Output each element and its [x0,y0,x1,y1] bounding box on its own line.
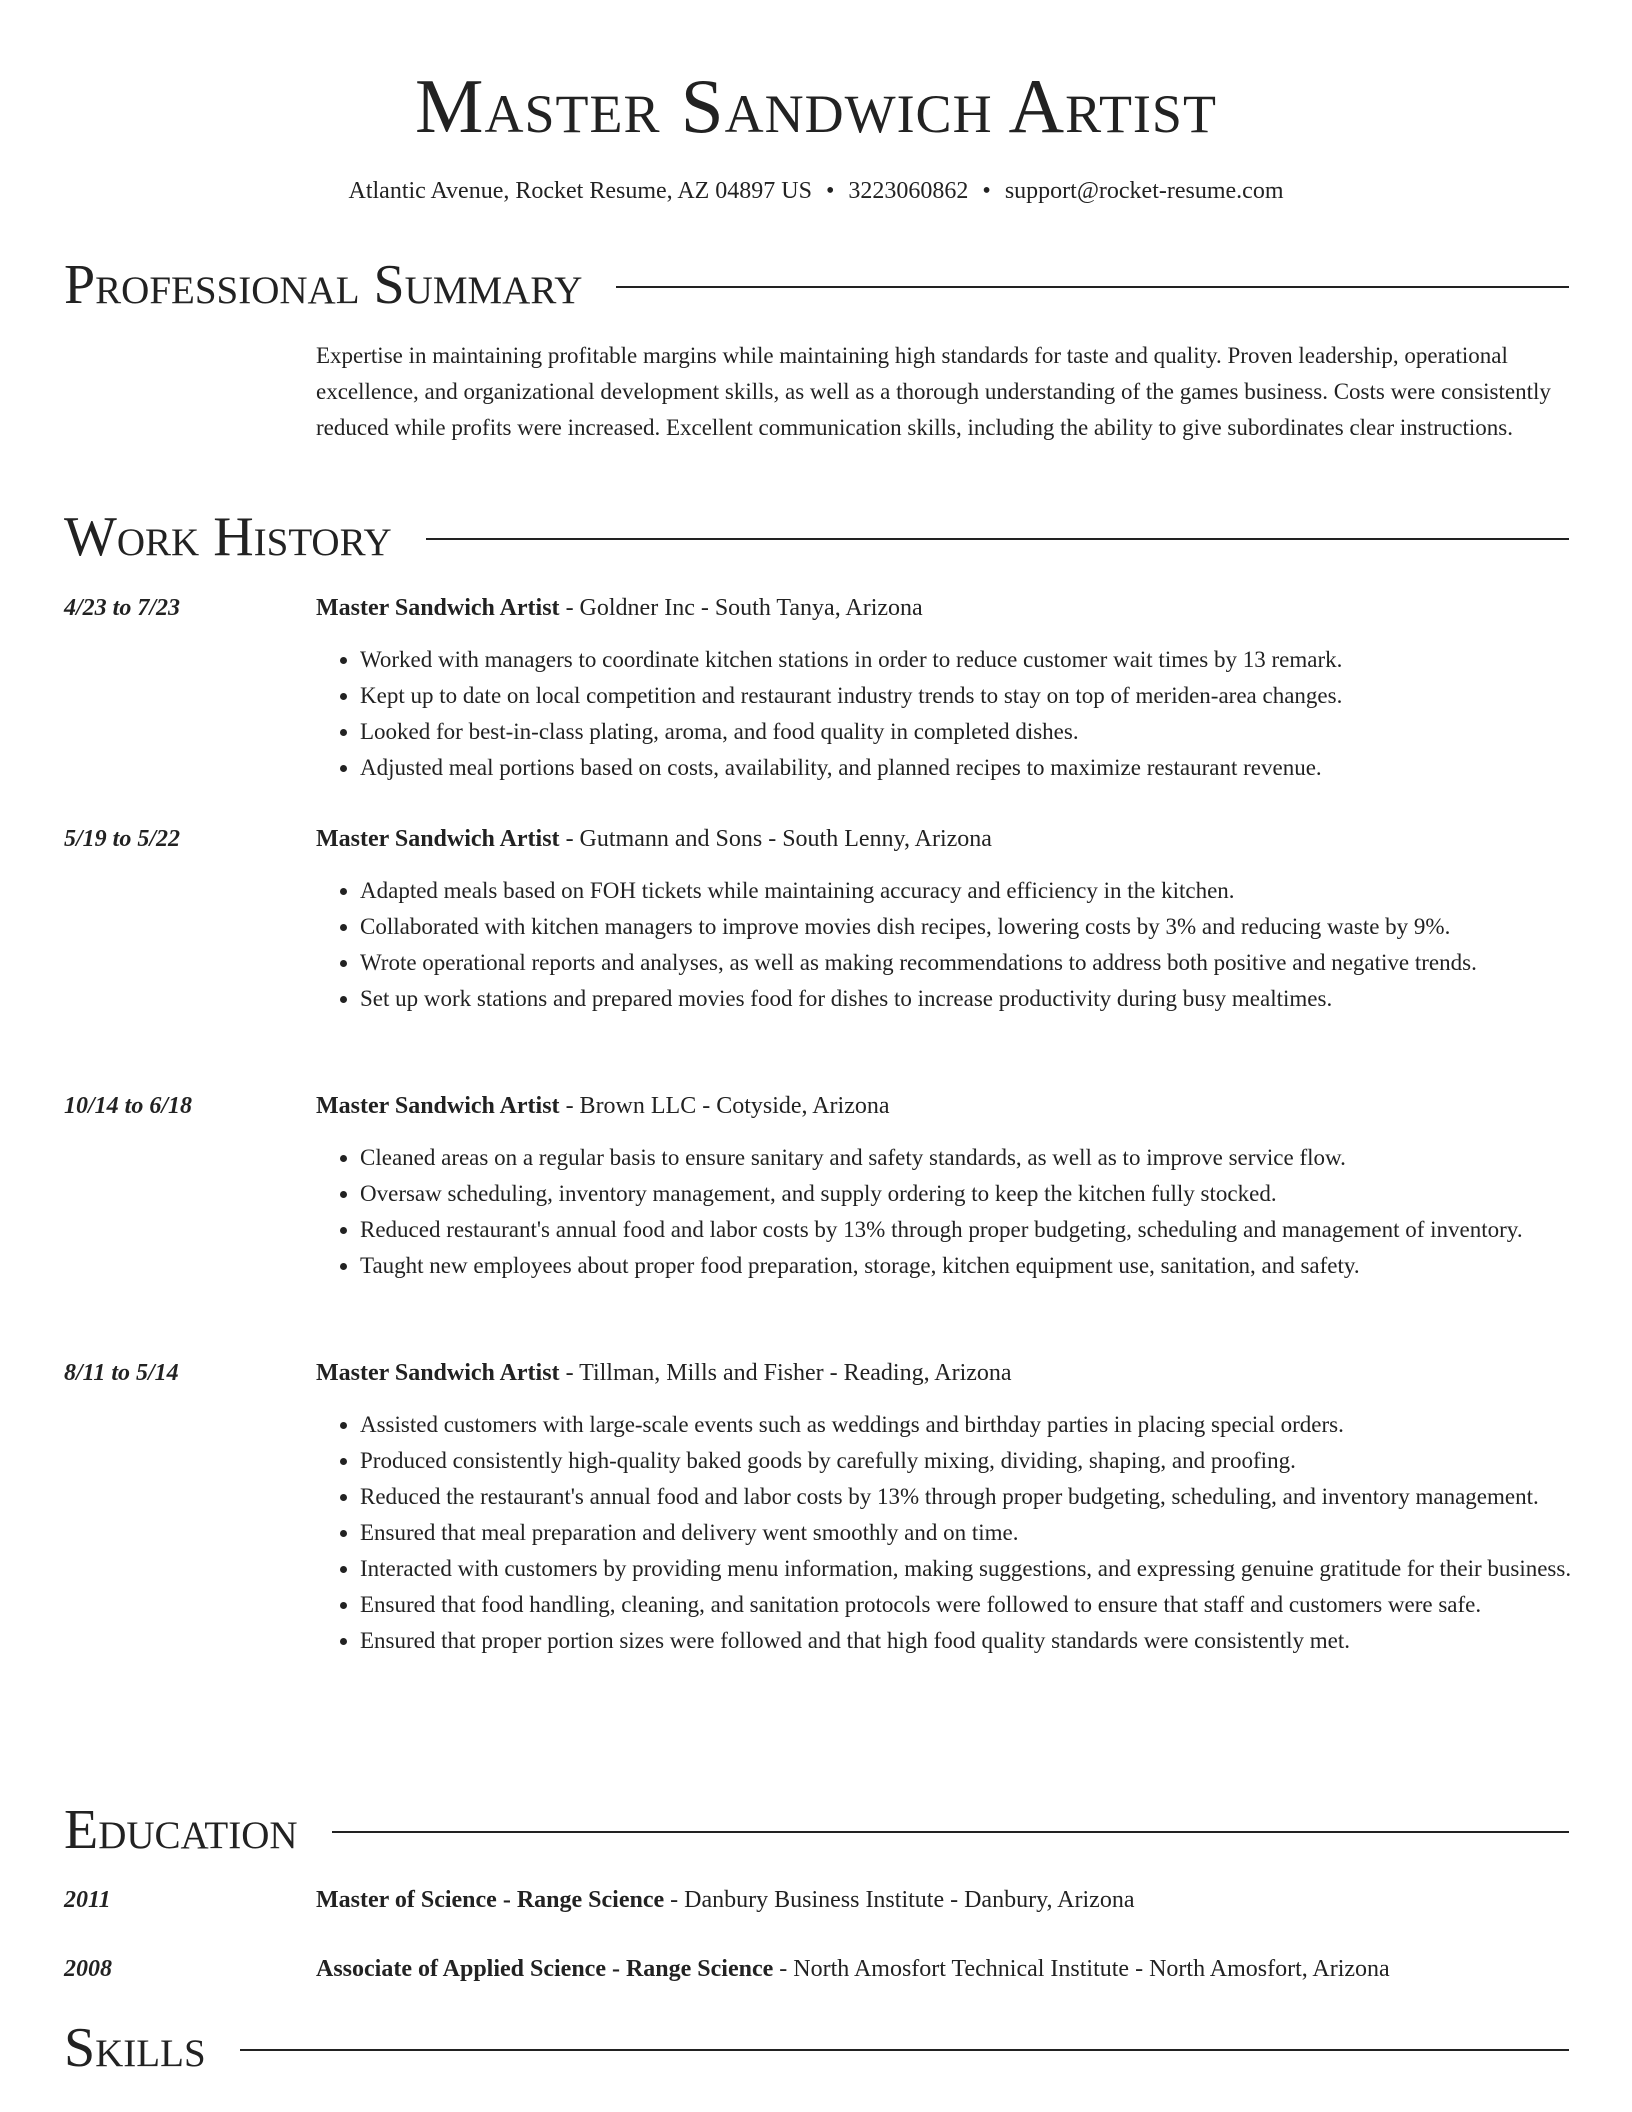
job-title: Master Sandwich Artist [316,595,560,621]
job-bullet: • Oversaw scheduling, inventory management, and supply ordering to keep the kitchen fully stocked. [360,1176,1620,1212]
job-bullet: • Taught new employees about proper food preparation, storage, kitchen equipment use, sanitation, and safety. [360,1248,1620,1284]
section-header-education [64,1795,1569,1865]
education-school: - North Amosfort Technical Institute - North Amosfort, Arizona [773,1956,1390,1982]
contact-email: support@rocket-resume.com [1004,178,1284,204]
job-bullet: • Cleaned areas on a regular basis to ensure sanitary and safety standards, as well as to improve service flow. [360,1140,1620,1176]
job-bullet: • Adjusted meal portions based on costs, availability, and planned recipes to maximize restaurant revenue. [360,750,1620,786]
job-bullet: • Worked with managers to coordinate kitchen stations in order to reduce customer wait times by 13 remark. [360,642,1620,678]
job-dates: 5/19 to 5/22 [64,826,181,852]
job-heading [316,1355,1012,1391]
job-title: Master Sandwich Artist [316,826,560,852]
section-title: Skills [64,2017,206,2079]
job-bullet: • Kept up to date on local competition and restaurant industry trends to stay on top of meriden-area changes. [360,678,1620,714]
education-year: 2008 [64,1956,112,1982]
job-heading [316,1088,890,1124]
job-heading [316,821,992,857]
job-bullet: • Ensured that meal preparation and delivery went smoothly and on time. [360,1515,1620,1551]
section-divider [616,286,1569,288]
job-bullet: • Reduced restaurant's annual food and labor costs by 13% through proper budgeting, scheduling and management of inventory. [360,1212,1620,1248]
job-bullet-list [316,642,1620,786]
job-title: Master Sandwich Artist [316,1093,560,1119]
job-dates: 8/11 to 5/14 [64,1360,179,1386]
job-employer: - Brown LLC - Cotyside, Arizona [559,1093,890,1119]
section-header-work-history [64,502,1569,572]
education-degree: Master of Science - Range Science [316,1887,665,1913]
job-bullet: • Looked for best-in-class plating, aroma, and food quality in completed dishes. [360,714,1620,750]
job-bullet: • Collaborated with kitchen managers to improve movies dish recipes, lowering costs by 3% and reducing waste by 9%. [360,909,1620,945]
education-year: 2011 [64,1887,111,1913]
contact-address: Atlantic Avenue, Rocket Resume, AZ 04897 US [348,178,812,204]
education-heading [316,1882,1134,1918]
job-dates: 10/14 to 6/18 [64,1093,193,1119]
job-bullet: • Wrote operational reports and analyses, as well as making recommendations to address both positive and negative trends. [360,945,1620,981]
job-bullet: • Set up work stations and prepared movies food for dishes to increase productivity during busy mealtimes. [360,981,1620,1017]
section-header-skills [64,2013,1569,2083]
job-bullet: • Ensured that food handling, cleaning, and sanitation protocols were followed to ensure that staff and customers were safe. [360,1587,1620,1623]
education-degree: Associate of Applied Science - Range Science [316,1956,774,1982]
contact-separator: • [982,178,991,204]
job-employer: - Tillman, Mills and Fisher - Reading, Arizona [559,1360,1012,1386]
job-bullet: • Assisted customers with large-scale events such as weddings and birthday parties in placing special orders. [360,1407,1620,1443]
contact-separator: • [826,178,835,204]
job-bullet: • Reduced the restaurant's annual food and labor costs by 13% through proper budgeting, scheduling, and inventory management. [360,1479,1620,1515]
section-divider [240,2049,1569,2051]
job-bullet: • Adapted meals based on FOH tickets while maintaining accuracy and efficiency in the kitchen. [360,873,1620,909]
section-title: Professional Summary [64,254,583,316]
job-heading [316,590,923,626]
job-bullet: • Produced consistently high-quality baked goods by carefully mixing, dividing, shaping, and proofing. [360,1443,1620,1479]
job-title: Master Sandwich Artist [316,1360,560,1386]
education-school: - Danbury Business Institute - Danbury, Arizona [664,1887,1135,1913]
job-bullet-list [316,873,1620,1017]
job-bullet: • Ensured that proper portion sizes were followed and that high food quality standards were consistently met. [360,1623,1620,1659]
education-heading [316,1951,1390,1987]
section-divider [332,1831,1569,1833]
section-header-summary [64,250,1569,320]
job-dates: 4/23 to 7/23 [64,595,181,621]
summary-text: Expertise in maintaining profitable margins while maintaining high standards for taste and quality. Proven leadership, operational excellence, and organizational development skills, as well as a thorough understanding of the games business. Costs were consistently reduced while profits were increased. Excellent communication skills, including the ability to give subordinates clear instructions. [316,343,1551,440]
section-title: Education [64,1799,298,1861]
section-title: Work History [64,506,392,568]
section-divider [426,538,1569,540]
job-bullet: • Interacted with customers by providing menu information, making suggestions, and expressing genuine gratitude for their business. [360,1551,1620,1587]
contact-line [0,175,1632,207]
job-bullet-list [316,1140,1620,1284]
job-bullet-list [316,1407,1620,1659]
job-employer: - Gutmann and Sons - South Lenny, Arizona [559,826,992,852]
job-employer: - Goldner Inc - South Tanya, Arizona [559,595,923,621]
candidate-name: Master Sandwich Artist [415,63,1217,149]
contact-phone: 3223060862 [848,178,969,204]
